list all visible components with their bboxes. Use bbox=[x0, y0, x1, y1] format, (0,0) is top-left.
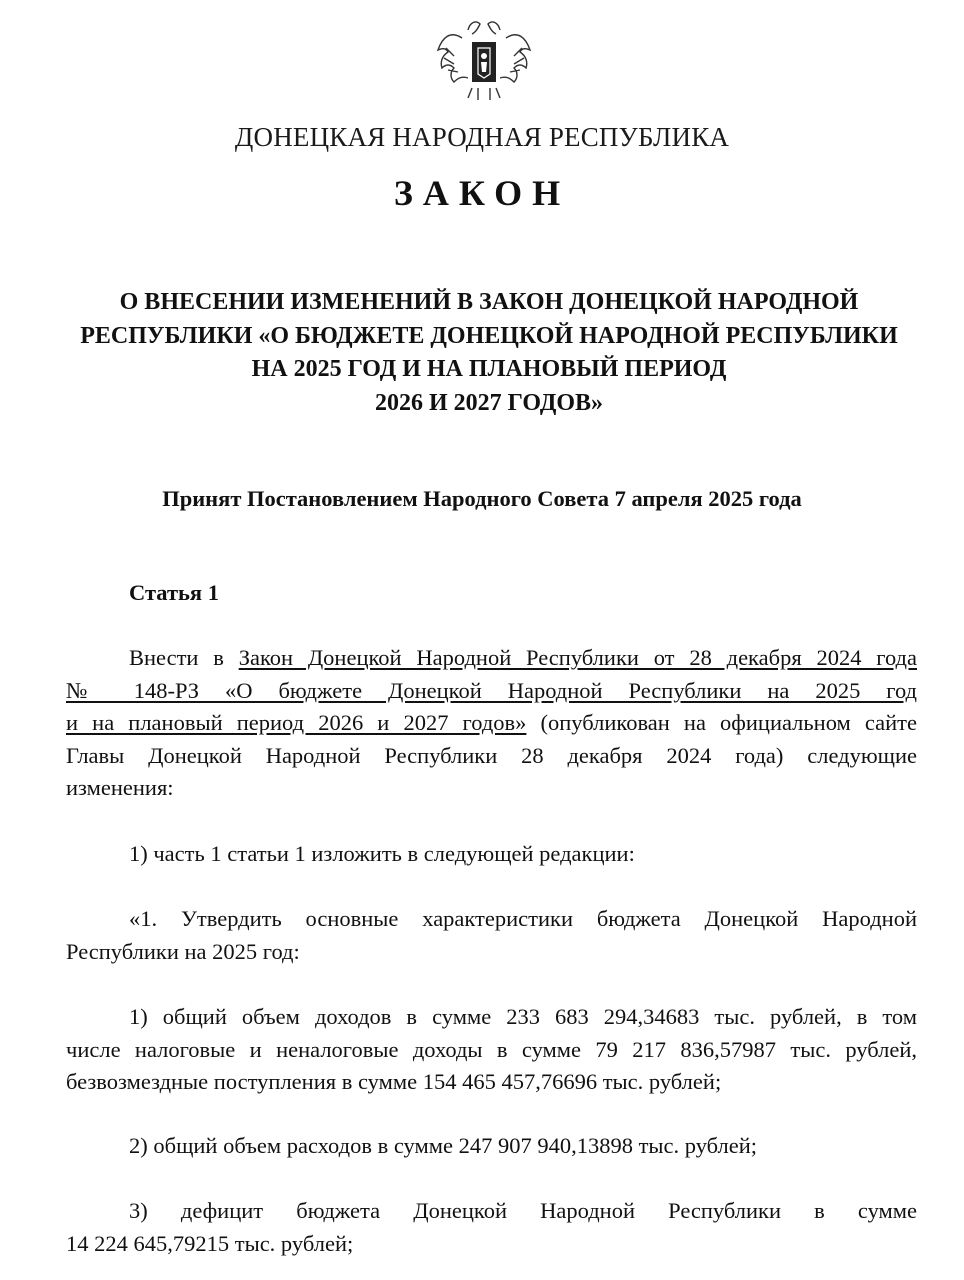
item-1-text: 1) часть 1 статьи 1 изложить в следующей редакции: bbox=[129, 841, 635, 866]
intro-line bbox=[66, 642, 917, 675]
intro-lead: Внести в bbox=[129, 645, 239, 670]
subitem-deficit-line: 14 224 645,79215 тыс. рублей; bbox=[66, 1230, 354, 1256]
publication-note: (опубликован на официальном сайте bbox=[526, 710, 917, 735]
quoted-clause-line: «1. Утвердить основные характеристики бюджета Донецкой Народной bbox=[129, 906, 917, 931]
subitem-deficit bbox=[66, 1195, 917, 1260]
quoted-clause-line: Республики на 2025 год: bbox=[66, 938, 300, 964]
law-title-line: РЕСПУБЛИКИ «О БЮДЖЕТЕ ДОНЕЦКОЙ НАРОДНОЙ РЕСПУБЛИКИ bbox=[80, 322, 898, 349]
item-1 bbox=[66, 838, 917, 871]
subitem-expenditure bbox=[66, 1130, 917, 1163]
coat-of-arms-icon bbox=[432, 8, 536, 104]
amended-law-link[interactable]: Закон Донецкой Народной Республики от 28 декабря 2024 года bbox=[238, 645, 917, 670]
intro-line: изменения: bbox=[66, 775, 174, 800]
law-title-line: 2026 И 2027 ГОДОВ» bbox=[375, 389, 603, 416]
law-title-line: О ВНЕСЕНИИ ИЗМЕНЕНИЙ В ЗАКОН ДОНЕЦКОЙ НАРОДНОЙ bbox=[119, 289, 859, 315]
subitem-revenue bbox=[66, 1001, 917, 1099]
subitem-expenditure-text: 2) общий объем расходов в сумме 247 907 940,13898 тыс. рублей; bbox=[129, 1133, 758, 1158]
subitem-deficit-line: 3) дефицит бюджета Донецкой Народной Республики в сумме bbox=[129, 1198, 917, 1223]
subitem-revenue-line: 1) общий объем доходов в сумме 233 683 294,34683 тыс. рублей, в том bbox=[129, 1004, 917, 1029]
amended-law-link[interactable]: № 148-РЗ «О бюджете Донецкой Народной Республики на 2025 год bbox=[66, 677, 917, 703]
intro-paragraph bbox=[66, 642, 917, 805]
subitem-revenue-line: безвозмездные поступления в сумме 154 465 457,76696 тыс. рублей; bbox=[66, 1069, 722, 1094]
adoption-note: Принят Постановлением Народного Совета 7 апреля 2025 года bbox=[162, 486, 802, 511]
document-type: ЗАКОН bbox=[393, 173, 571, 213]
intro-line bbox=[66, 675, 917, 708]
republic-name: ДОНЕЦКАЯ НАРОДНАЯ РЕСПУБЛИКА bbox=[234, 122, 730, 152]
amended-law-link[interactable]: и на плановый период 2026 и 2027 годов» bbox=[66, 710, 527, 735]
subitem-revenue-line: числе налоговые и неналоговые доходы в сумме 79 217 836,57987 тыс. рублей, bbox=[66, 1036, 917, 1062]
law-title-line: НА 2025 ГОД И НА ПЛАНОВЫЙ ПЕРИОД bbox=[251, 356, 727, 382]
article-heading: Статья 1 bbox=[129, 580, 219, 605]
intro-line: Главы Донецкой Народной Республики 28 декабря 2024 года) следующие bbox=[66, 742, 917, 768]
intro-line bbox=[66, 707, 917, 740]
law-title bbox=[50, 286, 928, 420]
quoted-clause bbox=[66, 903, 917, 968]
